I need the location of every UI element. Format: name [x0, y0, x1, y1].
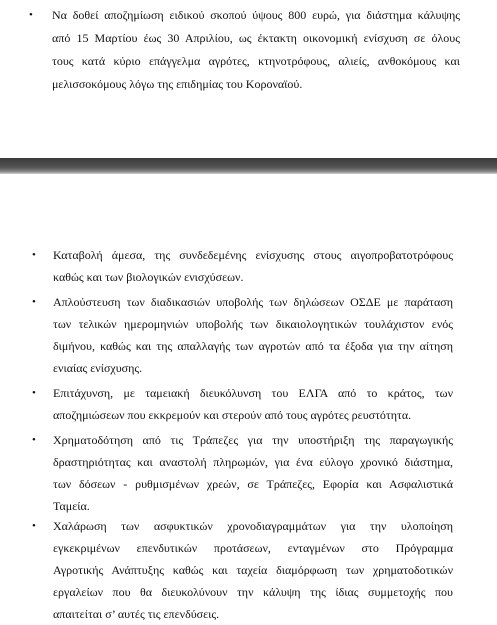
text-line: μελισσοκόμους λόγω της επιδημίας του Κοροναϊού.: [52, 77, 303, 91]
text-line: Επιτάχυνση, με ταμειακή διευκόλυνση του ΕΛΓΑ από το κράτος, των: [53, 386, 453, 400]
bullet-dot: •: [29, 9, 33, 21]
bullet-dot: •: [32, 249, 36, 261]
text-line: Χαλάρωση των ασφυκτικών χρονοδιαγραμμάτων για την υλοποίηση: [53, 519, 453, 533]
text-line: Καταβολή άμεσα, της συνδεδεμένης ενίσχυσης στους αιγοπροβατοτρόφους: [53, 248, 453, 262]
text-line: αποζημιώσεων που εκκρεμούν και στερούν από τους αγρότες ρευστότητα.: [53, 408, 412, 422]
page-separator: [0, 158, 497, 174]
text-line: Να δοθεί αποζημίωση ειδικού σκοπού ύψους 800 ευρώ, για διάστημα κάλυψης: [52, 8, 460, 22]
bullet-dot: •: [32, 434, 36, 446]
text-line: Ταμεία.: [53, 499, 90, 513]
text-line: απαιτείται σ’ αυτές τις επενδύσεις.: [53, 607, 220, 621]
text-line: Απλούστευση των διαδικασιών υποβολής των δηλώσεων ΟΣΔΕ με παράταση: [53, 295, 453, 309]
text-line: καθώς και των βιολογικών ενισχύσεων.: [53, 270, 244, 284]
text-line: ενιαίας ενίσχυσης.: [53, 361, 143, 375]
bullet-dot: •: [32, 387, 36, 399]
text-line: των δόσεων - ρυθμισμένων χρεών, σε Τράπεζες, Εφορία και Ασφαλιστικά: [53, 477, 453, 491]
text-line: από 15 Μαρτίου έως 30 Απριλίου, ως έκτακτη οικονομική ενίσχυση σε όλους: [52, 31, 460, 45]
bullet-dot: •: [32, 296, 36, 308]
text-line: Χρηματοδότηση από τις Τράπεζες για την υποστήριξη της παραγωγικής: [53, 433, 453, 447]
text-line: εργαλείων που θα διευκολύνουν την κάλυψη της ίδιας συμμετοχής που: [53, 585, 453, 599]
text-line: εγκεκριμένων επενδυτικών προτάσεων, ενταγμένων στο Πρόγραμμα: [53, 541, 453, 555]
text-line: των τελικών ημερομηνιών υποβολής των δικαιολογητικών τουλάχιστον ενός: [53, 317, 453, 331]
text-line: διμήνου, καθώς και της απαλλαγής των αγροτών από τα έξοδα για την αίτηση: [53, 339, 453, 353]
text-line: τους κατά κύριο επάγγελμα αγρότες, κτηνοτρόφους, αλιείς, ανθοκόμους και: [52, 54, 460, 68]
text-line: Αγροτικής Ανάπτυξης καθώς και ταχεία διαμόρφωση των χρηματοδοτικών: [53, 563, 453, 577]
text-line: δραστηριότητας και αναστολή πληρωμών, για ένα εύλογο χρονικό διάστημα,: [53, 455, 453, 469]
bullet-dot: •: [32, 520, 36, 532]
